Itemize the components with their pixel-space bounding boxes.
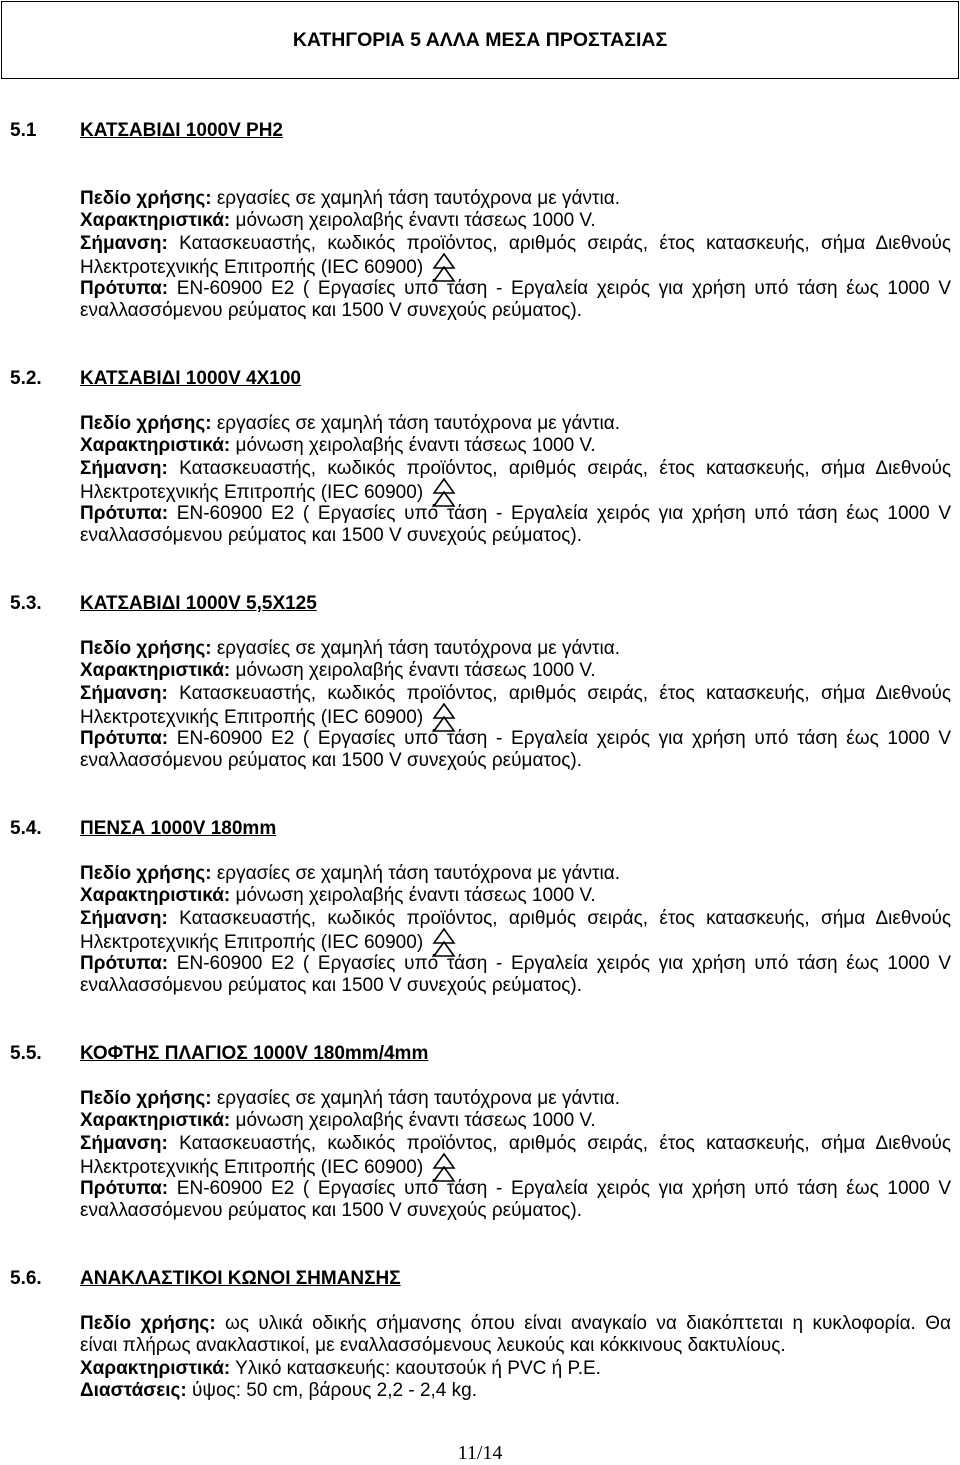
- field-label: Σήμανση:: [80, 232, 168, 254]
- field-line: [80, 953, 951, 976]
- section-number: 5.5.: [10, 1042, 42, 1064]
- field-text: Ηλεκτροτεχνικής Επιτροπής (IEC 60900): [80, 1157, 424, 1178]
- field-label: Σήμανση:: [80, 682, 168, 704]
- section: [0, 593, 960, 773]
- field-line: [80, 1088, 951, 1111]
- section: [0, 368, 960, 548]
- field-text: εργασίες σε χαμηλή τάση ταυτόχρονα με γάντια.: [216, 862, 620, 884]
- section-number: 5.3.: [10, 592, 42, 614]
- field-line: [80, 750, 951, 773]
- field-text: Υλικό κατασκευής: καουτσούκ ή PVC ή P.E.: [235, 1357, 601, 1379]
- section-number: 5.4.: [10, 817, 42, 839]
- field-text: EN-60900 E2 ( Εργασίες υπό τάση - Εργαλεία χειρός για χρήση υπό τάση έως 1000 V: [176, 952, 952, 974]
- field-text: μόνωση χειρολαβής έναντι τάσεως 1000 V.: [235, 885, 596, 906]
- section-heading: [0, 120, 960, 143]
- field-text: Κατασκευαστής, κωδικός προϊόντος, αριθμός σειράς, έτος κατασκευής, σήμα Διεθνούς: [179, 1132, 952, 1154]
- field-paragraph: [0, 413, 960, 436]
- section-heading: [0, 818, 960, 841]
- field-paragraph: [0, 1110, 960, 1133]
- field-line: [80, 863, 951, 886]
- field-paragraph: [0, 1133, 960, 1178]
- field-line: [80, 975, 951, 998]
- field-text: εργασίες σε χαμηλή τάση ταυτόχρονα με γάντια.: [216, 637, 620, 659]
- field-text: EN-60900 E2 ( Εργασίες υπό τάση - Εργαλεία χειρός για χρήση υπό τάση έως 1000 V: [176, 277, 952, 299]
- field-paragraph: [0, 1358, 960, 1381]
- field-label: Χαρακτηριστικά:: [80, 210, 231, 231]
- iec-double-triangle-icon: [428, 480, 458, 498]
- field-line: [80, 210, 951, 233]
- section-number: 5.1: [10, 120, 37, 141]
- field-line: [80, 1380, 951, 1403]
- field-paragraph: [0, 435, 960, 458]
- field-text: EN-60900 E2 ( Εργασίες υπό τάση - Εργαλεία χειρός για χρήση υπό τάση έως 1000 V: [176, 502, 952, 524]
- field-line: [80, 1133, 951, 1156]
- field-label: Χαρακτηριστικά:: [80, 435, 231, 456]
- section-heading: [0, 1043, 960, 1066]
- field-line: [80, 255, 951, 278]
- section-heading: [0, 593, 960, 616]
- field-label: Πεδίο χρήσης:: [80, 187, 212, 209]
- field-label: Πρότυπα:: [80, 952, 169, 974]
- field-text: είναι πλήρως ανακλαστικοί, με εναλλασσόμενους λευκούς και κόκκινους δακτυλίους.: [80, 1335, 786, 1356]
- section: [0, 120, 960, 323]
- field-line: [80, 1155, 951, 1178]
- field-label: Πεδίο χρήσης:: [80, 1312, 216, 1334]
- field-label: Πρότυπα:: [80, 502, 169, 524]
- section-title: ΚΑΤΣΑΒΙΔΙ 1000V PH2: [80, 120, 283, 141]
- field-paragraph: [0, 728, 960, 773]
- field-paragraph: [0, 683, 960, 728]
- field-text: εργασίες σε χαμηλή τάση ταυτόχρονα με γάντια.: [216, 412, 620, 434]
- field-label: Χαρακτηριστικά:: [80, 885, 231, 906]
- iec-double-triangle-icon: [428, 930, 458, 948]
- field-line: [80, 638, 951, 661]
- field-text: εργασίες σε χαμηλή τάση ταυτόχρονα με γάντια.: [216, 1087, 620, 1109]
- field-paragraph: [0, 908, 960, 953]
- section-title: ΚΟΦΤΗΣ ΠΛΑΓΙΟΣ 1000V 180mm/4mm: [80, 1042, 429, 1064]
- field-label: Σήμανση:: [80, 907, 168, 929]
- field-paragraph: [0, 953, 960, 998]
- field-line: [80, 503, 951, 526]
- field-label: Πεδίο χρήσης:: [80, 412, 212, 434]
- section-heading: [0, 368, 960, 391]
- field-label: Πρότυπα:: [80, 1177, 169, 1199]
- field-line: [80, 300, 951, 323]
- field-text: μόνωση χειρολαβής έναντι τάσεως 1000 V.: [235, 210, 596, 231]
- field-text: Ηλεκτροτεχνικής Επιτροπής (IEC 60900): [80, 257, 424, 278]
- field-line: [80, 278, 951, 301]
- field-text: Κατασκευαστής, κωδικός προϊόντος, αριθμός σειράς, έτος κατασκευής, σήμα Διεθνούς: [179, 457, 952, 479]
- iec-double-triangle-icon: [428, 255, 458, 273]
- field-label: Χαρακτηριστικά:: [80, 1110, 231, 1131]
- field-line: [80, 1358, 951, 1381]
- field-text: EN-60900 E2 ( Εργασίες υπό τάση - Εργαλεία χειρός για χρήση υπό τάση έως 1000 V: [176, 727, 952, 749]
- section: [0, 1043, 960, 1223]
- field-text: εναλλασσόμενου ρεύματος και 1500 V συνεχούς ρεύματος).: [80, 750, 583, 771]
- section: [0, 818, 960, 998]
- field-line: [80, 660, 951, 683]
- field-line: [80, 188, 951, 211]
- field-line: [80, 435, 951, 458]
- field-label: Χαρακτηριστικά:: [80, 660, 231, 681]
- category-title: ΚΑΤΗΓΟΡΙΑ 5 ΑΛΛΑ ΜΕΣΑ ΠΡΟΣΤΑΣΙΑΣ: [292, 29, 668, 51]
- field-text: εργασίες σε χαμηλή τάση ταυτόχρονα με γάντια.: [216, 187, 620, 209]
- field-text: εναλλασσόμενου ρεύματος και 1500 V συνεχούς ρεύματος).: [80, 525, 583, 546]
- field-line: [80, 233, 951, 256]
- section-number: 5.6.: [10, 1267, 42, 1289]
- section-number: 5.2.: [10, 367, 42, 389]
- field-line: [80, 413, 951, 436]
- field-text: μόνωση χειρολαβής έναντι τάσεως 1000 V.: [235, 435, 596, 456]
- field-line: [80, 705, 951, 728]
- section-title: ΠΕΝΣΑ 1000V 180mm: [80, 817, 277, 839]
- field-paragraph: [0, 278, 960, 323]
- field-text: μόνωση χειρολαβής έναντι τάσεως 1000 V.: [235, 1110, 596, 1131]
- field-paragraph: [0, 188, 960, 211]
- field-text: ως υλικά οδικής σήμανσης όπου είναι αναγκαίο να διακόπτεται η κυκλοφορία. Θα: [225, 1312, 951, 1334]
- field-line: [80, 458, 951, 481]
- field-line: [80, 1110, 951, 1133]
- iec-double-triangle-icon: [428, 705, 458, 723]
- field-line: [80, 728, 951, 751]
- field-line: [80, 1313, 951, 1336]
- field-paragraph: [0, 638, 960, 661]
- field-text: Κατασκευαστής, κωδικός προϊόντος, αριθμός σειράς, έτος κατασκευής, σήμα Διεθνούς: [179, 682, 952, 704]
- field-text: Κατασκευαστής, κωδικός προϊόντος, αριθμός σειράς, έτος κατασκευής, σήμα Διεθνούς: [179, 232, 952, 254]
- field-label: Πρότυπα:: [80, 277, 169, 299]
- field-paragraph: [0, 458, 960, 503]
- field-line: [80, 908, 951, 931]
- category-header-box: [1, 1, 959, 79]
- field-paragraph: [0, 885, 960, 908]
- field-text: Ηλεκτροτεχνικής Επιτροπής (IEC 60900): [80, 707, 424, 728]
- field-label: Πεδίο χρήσης:: [80, 637, 212, 659]
- field-text: εναλλασσόμενου ρεύματος και 1500 V συνεχούς ρεύματος).: [80, 300, 583, 321]
- field-line: [80, 480, 951, 503]
- field-text: Ηλεκτροτεχνικής Επιτροπής (IEC 60900): [80, 482, 424, 503]
- field-label: Σήμανση:: [80, 457, 168, 479]
- page-number: 11/14: [457, 1442, 503, 1464]
- field-label: Σήμανση:: [80, 1132, 168, 1154]
- field-label: Διαστάσεις:: [80, 1380, 187, 1401]
- field-line: [80, 1200, 951, 1223]
- field-text: εναλλασσόμενου ρεύματος και 1500 V συνεχούς ρεύματος).: [80, 1200, 583, 1221]
- field-paragraph: [0, 1380, 960, 1403]
- field-label: Πρότυπα:: [80, 727, 169, 749]
- field-text: ύψος: 50 cm, βάρους 2,2 - 2,4 kg.: [192, 1380, 477, 1401]
- section-title: ΑΝΑΚΛΑΣΤΙΚΟΙ ΚΩΝΟΙ ΣΗΜΑΝΣΗΣ: [80, 1267, 401, 1289]
- field-paragraph: [0, 1088, 960, 1111]
- section-title: ΚΑΤΣΑΒΙΔΙ 1000V 5,5X125: [80, 592, 317, 614]
- section-title: ΚΑΤΣΑΒΙΔΙ 1000V 4X100: [80, 367, 301, 389]
- field-line: [80, 683, 951, 706]
- document-body: [0, 120, 960, 1448]
- field-paragraph: [0, 210, 960, 233]
- field-text: μόνωση χειρολαβής έναντι τάσεως 1000 V.: [235, 660, 596, 681]
- field-label: Πεδίο χρήσης:: [80, 1087, 212, 1109]
- field-text: EN-60900 E2 ( Εργασίες υπό τάση - Εργαλεία χειρός για χρήση υπό τάση έως 1000 V: [176, 1177, 952, 1199]
- field-paragraph: [0, 660, 960, 683]
- field-text: Ηλεκτροτεχνικής Επιτροπής (IEC 60900): [80, 932, 424, 953]
- field-paragraph: [0, 233, 960, 278]
- section-heading: [0, 1268, 960, 1291]
- field-paragraph: [0, 863, 960, 886]
- field-paragraph: [0, 503, 960, 548]
- section: [0, 1268, 960, 1403]
- field-paragraph: [0, 1178, 960, 1223]
- field-line: [80, 885, 951, 908]
- field-line: [80, 525, 951, 548]
- field-line: [80, 930, 951, 953]
- field-label: Πεδίο χρήσης:: [80, 862, 212, 884]
- field-text: εναλλασσόμενου ρεύματος και 1500 V συνεχούς ρεύματος).: [80, 975, 583, 996]
- field-line: [80, 1335, 951, 1358]
- field-paragraph: [0, 1313, 960, 1358]
- field-line: [80, 1178, 951, 1201]
- iec-double-triangle-icon: [428, 1155, 458, 1173]
- field-text: Κατασκευαστής, κωδικός προϊόντος, αριθμός σειράς, έτος κατασκευής, σήμα Διεθνούς: [179, 907, 952, 929]
- field-label: Χαρακτηριστικά:: [80, 1357, 231, 1379]
